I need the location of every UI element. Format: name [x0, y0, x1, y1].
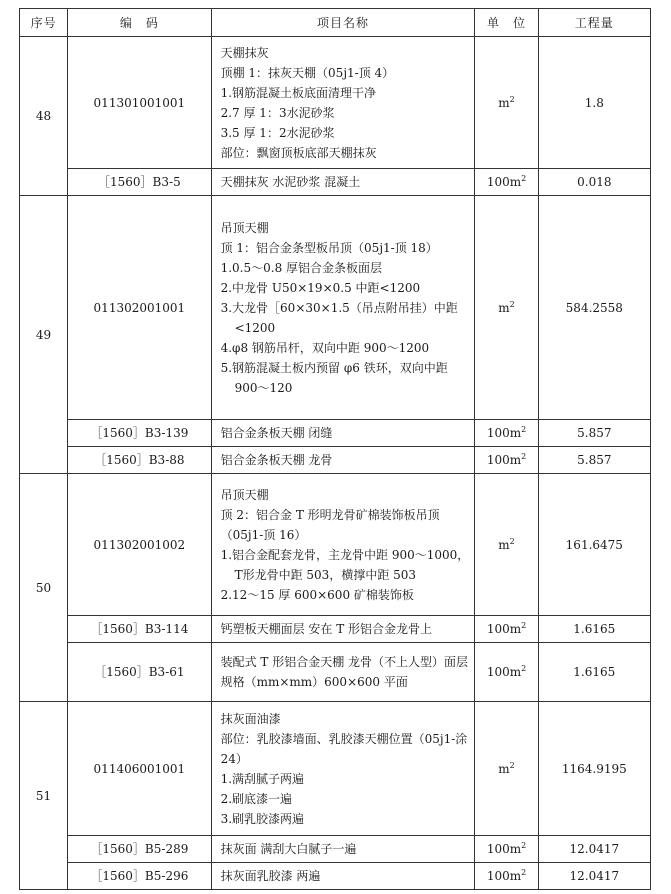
name-line: 3.刷乳胶漆两遍	[220, 811, 305, 826]
unit-cell	[475, 643, 538, 702]
code-cell: 011301001001	[68, 37, 211, 169]
header-qty: 工程量	[538, 9, 650, 37]
name-cell	[211, 836, 475, 863]
name-cell	[211, 474, 475, 616]
unit-base: m	[498, 300, 510, 315]
quantity-cell: 5.857	[538, 447, 650, 474]
unit-cell	[475, 196, 538, 420]
quantity-table	[19, 8, 651, 890]
code-cell: ［1560］B3-5	[68, 169, 211, 196]
quantity-cell: 12.0417	[538, 836, 650, 863]
quantity-cell: 1.6165	[538, 616, 650, 643]
unit-base: 100m	[486, 426, 522, 440]
unit-superscript: 2	[509, 760, 515, 770]
unit-cell	[475, 474, 538, 616]
name-line: 装配式 T 形铝合金天棚 龙骨（不上人型）面层规格（mm×mm）600×600 平面	[220, 655, 469, 689]
name-line: 5.钢筋混凝土板内预留 φ6 铁环，双向中距900～120	[220, 360, 448, 395]
quantity-cell: 1.8	[538, 37, 650, 169]
name-line: 抹灰面 满刮大白腻子一遍	[220, 842, 357, 856]
name-line: 抹灰面乳胶漆 两遍	[220, 869, 321, 883]
code-cell: ［1560］B3-88	[68, 447, 211, 474]
quantity-cell: 1164.9195	[538, 702, 650, 836]
table-body	[20, 37, 651, 890]
name-line: 天棚抹灰	[220, 45, 269, 60]
unit-cell	[475, 616, 538, 643]
name-cell	[211, 169, 475, 196]
unit-base: 100m	[486, 175, 522, 189]
code-cell: ［1560］B3-114	[68, 616, 211, 643]
name-line: 部位：乳胶漆墙面、乳胶漆天棚位置（05j1-涂 24）	[220, 731, 468, 766]
header-seq: 序号	[20, 9, 68, 37]
table-row	[20, 420, 651, 447]
name-line: 天棚抹灰 水泥砂浆 混凝土	[220, 175, 361, 189]
name-cell	[211, 643, 475, 702]
name-line: 3.5 厚 1：2水泥砂浆	[220, 125, 335, 140]
name-cell	[211, 447, 475, 474]
name-line: 部位：飘窗顶板底部天棚抹灰	[220, 145, 377, 160]
seq-cell: 50	[20, 474, 68, 702]
header-name: 项目名称	[211, 9, 475, 37]
unit-base: 100m	[486, 453, 522, 467]
header-code: 编 码	[68, 9, 211, 37]
code-cell: ［1560］B5-296	[68, 863, 211, 890]
code-cell: ［1560］B3-139	[68, 420, 211, 447]
name-line: 2.刷底漆一遍	[220, 791, 293, 806]
name-line: 吊顶天棚	[220, 220, 269, 235]
name-line: 1.0.5～0.8 厚铝合金条板面层	[220, 260, 383, 275]
unit-superscript: 2	[509, 299, 515, 309]
table-row	[20, 169, 651, 196]
quantity-cell: 12.0417	[538, 863, 650, 890]
table-row	[20, 37, 651, 169]
name-line: 抹灰面油漆	[220, 711, 281, 726]
name-line: 4.φ8 钢筋吊杆，双向中距 900～1200	[220, 340, 430, 355]
unit-cell	[475, 836, 538, 863]
unit-base: m	[498, 95, 510, 110]
code-cell: ［1560］B5-289	[68, 836, 211, 863]
code-cell: 011302001002	[68, 474, 211, 616]
name-cell	[211, 420, 475, 447]
name-line: 2.中龙骨 U50×19×0.5 中距<1200	[220, 280, 421, 295]
unit-base: m	[498, 537, 510, 552]
code-cell: ［1560］B3-61	[68, 643, 211, 702]
code-cell: 011302001001	[68, 196, 211, 420]
unit-superscript: 2	[509, 536, 515, 546]
quantity-cell: 1.6165	[538, 643, 650, 702]
name-cell	[211, 863, 475, 890]
name-line: 2.12～15 厚 600×600 矿棉装饰板	[220, 587, 414, 602]
name-line: 顶 1：铝合金条型板吊顶（05j1-顶 18）	[220, 240, 438, 255]
name-line: 铝合金条板天棚 龙骨	[220, 453, 333, 467]
unit-cell	[475, 863, 538, 890]
unit-superscript: 2	[521, 452, 527, 461]
name-cell	[211, 616, 475, 643]
unit-superscript: 2	[521, 841, 527, 850]
table-row	[20, 863, 651, 890]
unit-base: m	[498, 761, 510, 776]
unit-base: 100m	[486, 665, 522, 679]
header-unit: 单 位	[475, 9, 538, 37]
name-cell	[211, 37, 475, 169]
unit-superscript: 2	[521, 425, 527, 434]
name-line: 1.满刮腻子两遍	[220, 771, 305, 786]
table-row	[20, 196, 651, 420]
code-cell: 011406001001	[68, 702, 211, 836]
unit-superscript: 2	[521, 868, 527, 877]
name-line: 顶棚 1：抹灰天棚（05j1-顶 4）	[220, 65, 395, 80]
unit-base: 100m	[486, 622, 522, 636]
seq-cell: 51	[20, 702, 68, 890]
name-cell	[211, 196, 475, 420]
unit-cell	[475, 447, 538, 474]
table-row	[20, 474, 651, 616]
seq-cell: 48	[20, 37, 68, 196]
unit-base: 100m	[486, 842, 522, 856]
quantity-cell: 0.018	[538, 169, 650, 196]
table-row	[20, 447, 651, 474]
name-line: 2.7 厚 1：3水泥砂浆	[220, 105, 335, 120]
unit-superscript: 2	[521, 174, 527, 183]
table-row	[20, 643, 651, 702]
name-line: 3.大龙骨［60×30×1.5（吊点附吊挂）中距<1200	[220, 300, 458, 335]
header-row	[20, 9, 651, 37]
name-line: 钙塑板天棚面层 安在 T 形铝合金龙骨上	[220, 622, 433, 636]
quantity-cell: 584.2558	[538, 196, 650, 420]
name-line: 铝合金条板天棚 闭缝	[220, 426, 333, 440]
table-row	[20, 616, 651, 643]
name-line: 顶 2：铝合金 T 形明龙骨矿棉装饰板吊顶（05j1-顶 16）	[220, 507, 440, 542]
quantity-cell: 5.857	[538, 420, 650, 447]
unit-cell	[475, 37, 538, 169]
unit-cell	[475, 420, 538, 447]
seq-cell: 49	[20, 196, 68, 474]
quantity-cell: 161.6475	[538, 474, 650, 616]
table-row	[20, 702, 651, 836]
unit-cell	[475, 702, 538, 836]
name-cell	[211, 702, 475, 836]
unit-superscript: 2	[521, 664, 527, 673]
unit-base: 100m	[486, 869, 522, 883]
unit-superscript: 2	[521, 621, 527, 630]
name-line: 1.钢筋混凝土板底面清理干净	[220, 85, 377, 100]
name-line: 1.铝合金配套龙骨，主龙骨中距 900～1000，T形龙骨中距 503，横撑中距 503	[220, 547, 470, 582]
unit-superscript: 2	[509, 94, 515, 104]
name-line: 吊顶天棚	[220, 487, 269, 502]
table-row	[20, 836, 651, 863]
unit-cell	[475, 169, 538, 196]
